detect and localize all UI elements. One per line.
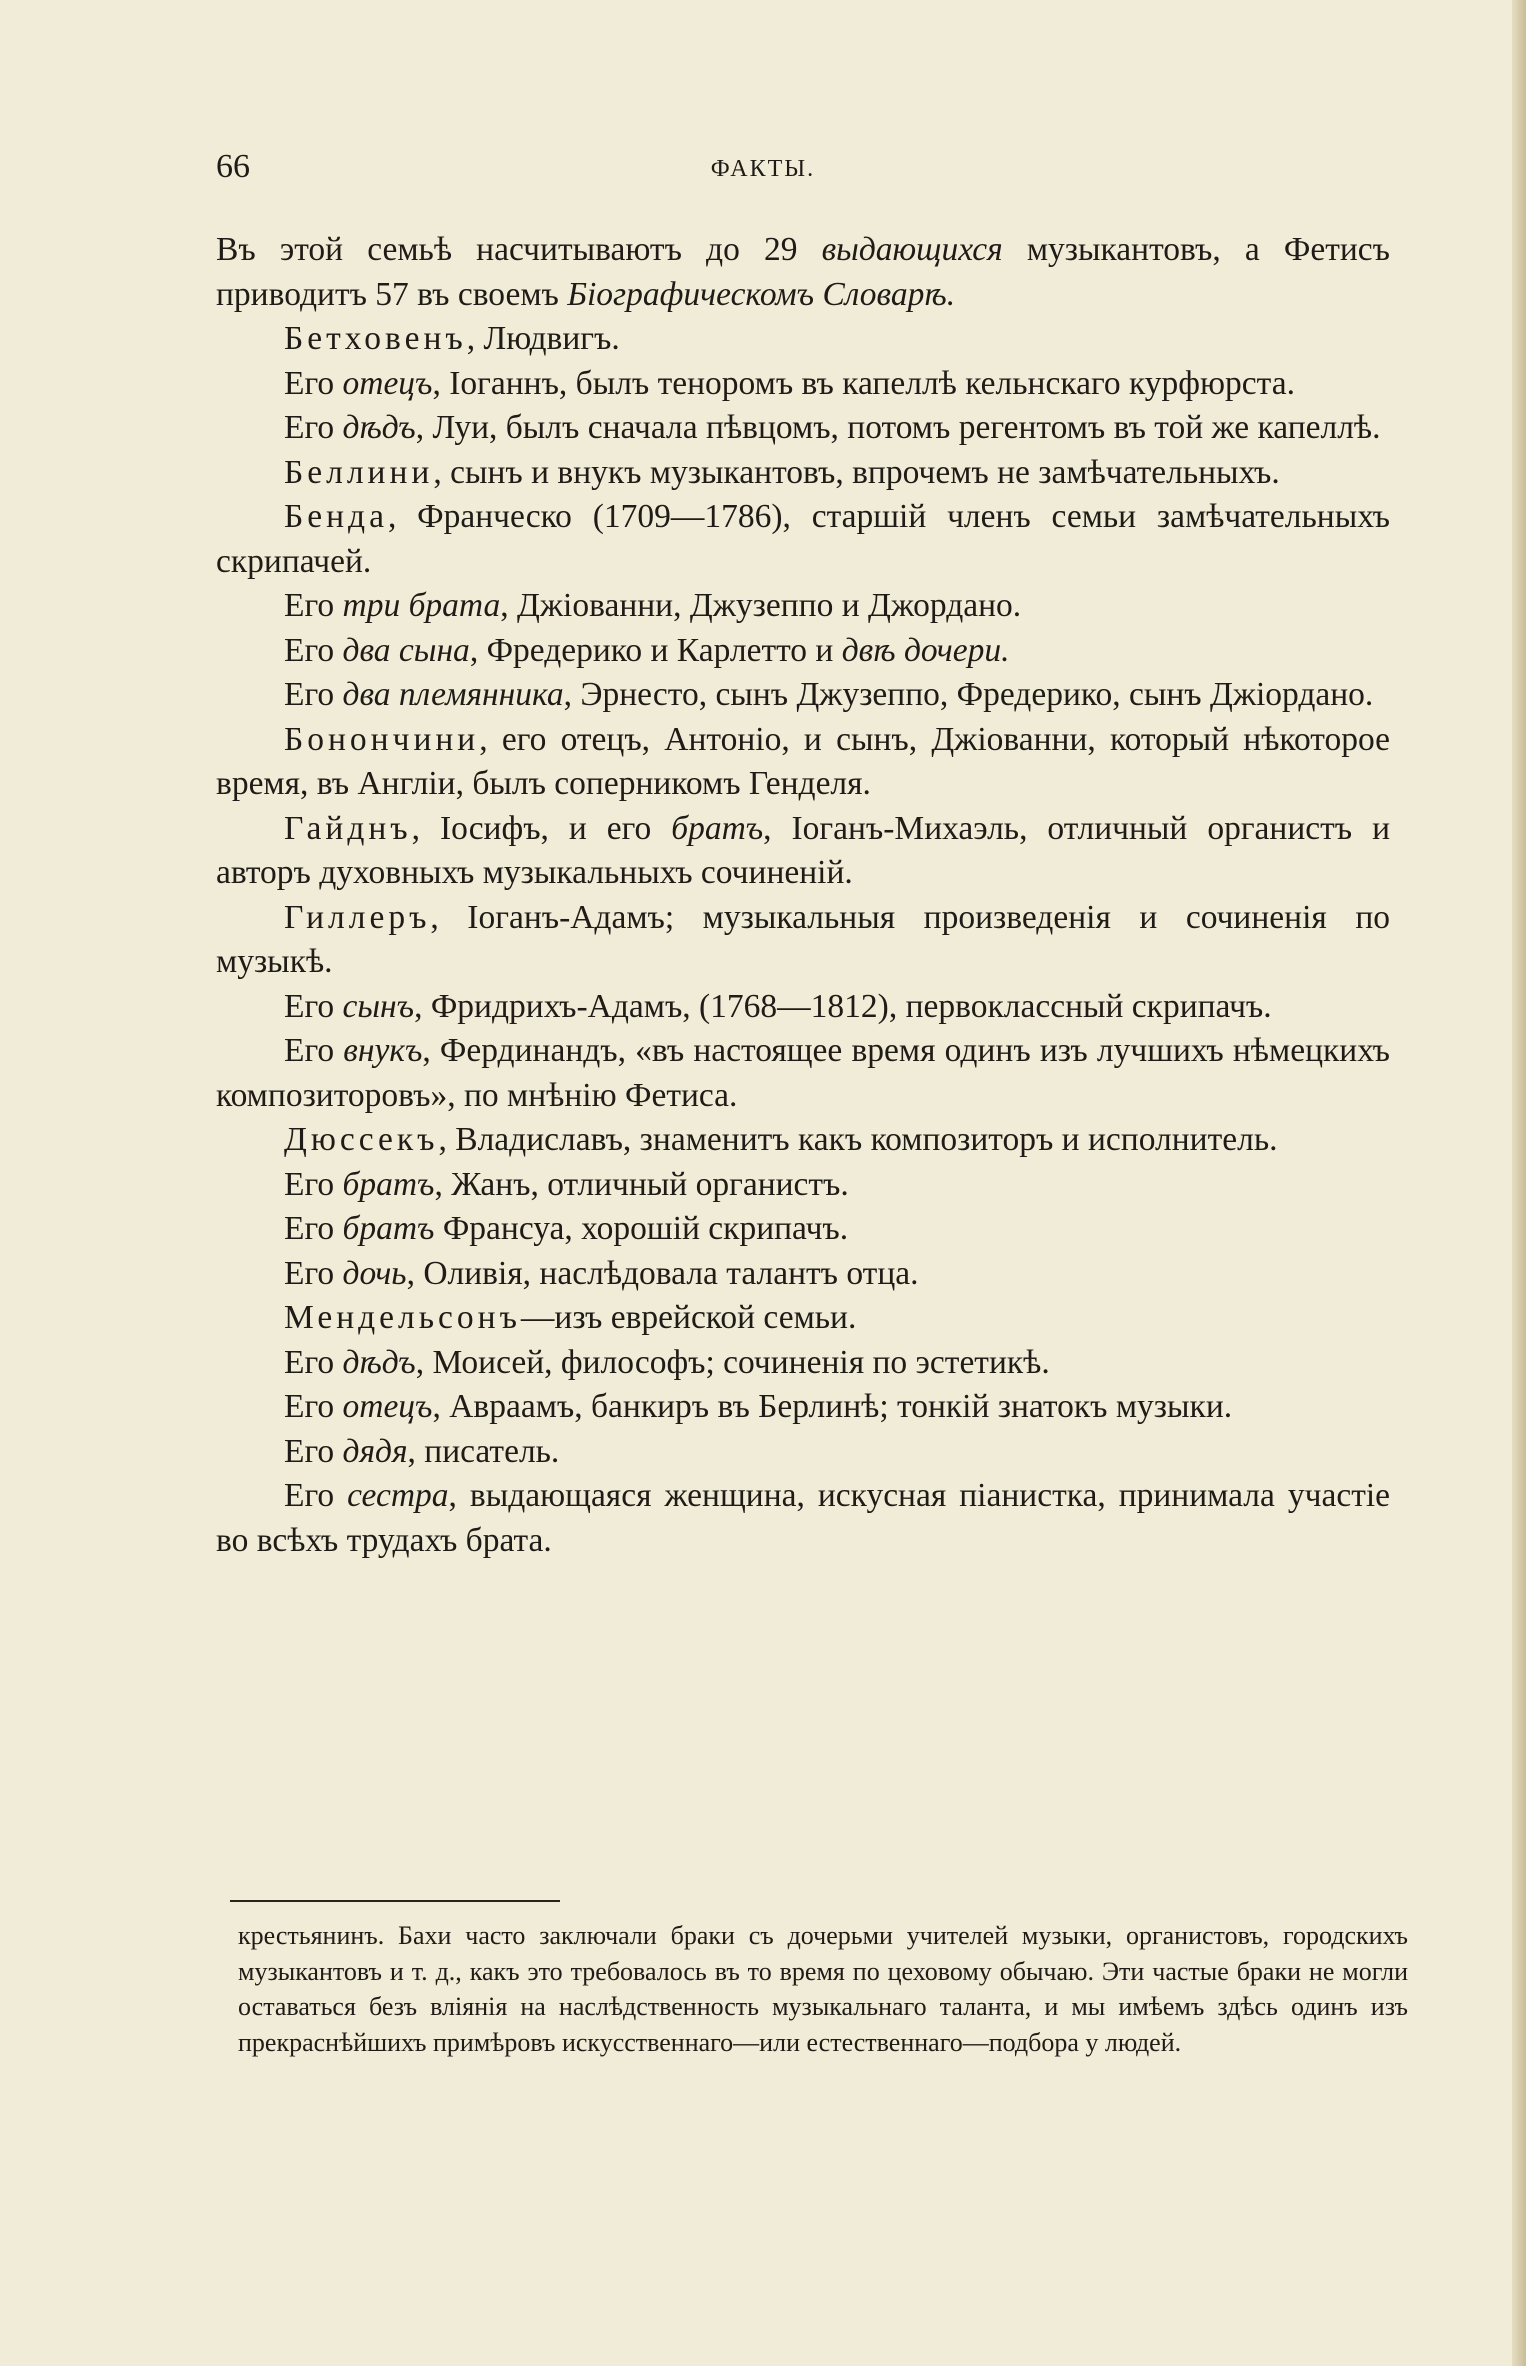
composer-name: Гайднъ bbox=[284, 809, 412, 847]
text-run: Его bbox=[284, 1477, 348, 1514]
text-run: Его bbox=[284, 409, 343, 446]
text-run: , Фердинандъ, «въ настоящее время одинъ изъ лучшихъ нѣмецкихъ композиторовъ», по мнѣнію Фетиса. bbox=[216, 1032, 1390, 1114]
text-run: , Моисей, философъ; сочиненія по эстетикѣ. bbox=[415, 1343, 1050, 1381]
composer-name: Бетховенъ bbox=[284, 320, 467, 357]
relation: братъ bbox=[342, 1165, 435, 1203]
text-run: Его bbox=[284, 587, 343, 624]
text-run: , Людвигъ. bbox=[466, 320, 620, 357]
entry-benda-children bbox=[216, 629, 1390, 674]
text-run: Его bbox=[284, 1343, 343, 1381]
entry-hiller bbox=[216, 896, 1390, 985]
text-run: , Владиславъ, знаменитъ какъ композиторъ и исполнитель. bbox=[438, 1121, 1278, 1158]
entry-dussek bbox=[216, 1118, 1390, 1163]
text-run: Его bbox=[284, 364, 343, 402]
text-run: , Джіованни, Джузеппо и Джордано. bbox=[500, 587, 1022, 624]
text-run: Его bbox=[284, 1032, 344, 1069]
relation: двѣ дочери. bbox=[841, 631, 1010, 669]
text-run: , выдающаяся женщина, искусная піанистка, принимала участіе во всѣхъ трудахъ брата. bbox=[216, 1477, 1391, 1559]
entry-benda bbox=[216, 495, 1390, 584]
text-run: Его bbox=[284, 987, 343, 1025]
relation: дѣдъ bbox=[342, 1343, 416, 1381]
text-run: —изъ еврейской семьи. bbox=[520, 1299, 857, 1336]
relation: три брата bbox=[342, 587, 501, 624]
text-run: Его bbox=[284, 1254, 343, 1292]
text-run: , Фредерико и Карлетто и bbox=[469, 631, 842, 669]
composer-name: Дюссекъ bbox=[284, 1121, 439, 1158]
entry-haydn bbox=[216, 807, 1390, 896]
entry-mendelssohn-sister bbox=[216, 1474, 1390, 1563]
relation: два сына bbox=[342, 631, 470, 669]
text-run: Его bbox=[284, 1432, 343, 1470]
entry-benda-brothers bbox=[216, 584, 1390, 629]
text-run: Его bbox=[284, 1165, 343, 1203]
relation: два племянника bbox=[342, 676, 564, 713]
composer-name: Беллини bbox=[284, 453, 434, 491]
text-run: , Іоганнъ, былъ теноромъ въ капеллѣ кельнскаго курфюрста. bbox=[432, 364, 1295, 402]
relation: братъ bbox=[342, 1210, 435, 1247]
entry-beethoven-father bbox=[216, 362, 1390, 407]
text-run: , его отецъ, Антоніо, и сынъ, Джіованни, который нѣкоторое время, въ Англіи, былъ соперникомъ Генделя. bbox=[216, 720, 1390, 802]
relation: братъ bbox=[671, 809, 764, 847]
text-run: , Іоганъ-Адамъ; музыкальныя произведенія и сочиненія по музыкѣ. bbox=[216, 898, 1390, 980]
text-run: Его bbox=[284, 676, 343, 713]
entry-mendelssohn-father bbox=[216, 1385, 1390, 1430]
entry-bononcini bbox=[216, 718, 1390, 807]
composer-name: Бонончини bbox=[284, 720, 480, 758]
text-run: , Франческо (1709—1786), старшій членъ семьи замѣчательныхъ скрипачей. bbox=[216, 498, 1390, 580]
relation: отецъ bbox=[342, 1388, 433, 1425]
relation: дѣдъ bbox=[342, 409, 416, 446]
entry-beethoven-grandfather bbox=[216, 406, 1390, 451]
footnote-rule bbox=[230, 1900, 560, 1902]
entry-mendelssohn-uncle bbox=[216, 1430, 1390, 1475]
italic-run: Біографическомъ Словарѣ. bbox=[567, 275, 956, 313]
text-run: Въ этой семьѣ насчитываютъ до 29 bbox=[216, 231, 822, 268]
entry-beethoven bbox=[216, 317, 1390, 362]
relation: отецъ bbox=[342, 364, 433, 402]
entry-mendelssohn bbox=[216, 1296, 1390, 1341]
text-run: Его bbox=[284, 1388, 343, 1425]
footnote: крестьянинъ. Бахи часто заключали браки съ дочерьми учителей музыки, органистовъ, городскихъ музыкантовъ и т. д., какъ это требовалось въ то время по цеховому обычаю. Эти частые браки не могли оставаться безъ вліянія на наслѣдственность музыкальнаго таланта, и мы имѣемъ здѣсь одинъ изъ прекраснѣйшихъ примѣровъ искусственнаго—или естественнаго—подбора у людей. bbox=[238, 1921, 1408, 2057]
text-run: , Іоганъ-Михаэль, отличный органистъ и авторъ духовныхъ музыкальныхъ сочиненій. bbox=[216, 809, 1390, 891]
text-run: , Оливія, наслѣдовала талантъ отца. bbox=[406, 1254, 919, 1292]
text-run: , Фридрихъ-Адамъ, (1768—1812), первоклассный скрипачъ. bbox=[414, 987, 1272, 1025]
text-run: , Авраамъ, банкиръ въ Берлинѣ; тонкій знатокъ музыки. bbox=[432, 1388, 1233, 1425]
italic-run: выдающихся bbox=[821, 231, 1003, 268]
text-run: Франсуа, хорошій скрипачъ. bbox=[434, 1210, 849, 1247]
relation: внукъ bbox=[343, 1032, 423, 1069]
text-run: музыкантовъ, а Фетисъ приводитъ 57 въ своемъ bbox=[216, 231, 1390, 313]
relation: дочь bbox=[342, 1254, 407, 1292]
entry-dussek-brother-jean bbox=[216, 1163, 1390, 1208]
text-run: , Жанъ, отличный органистъ. bbox=[434, 1165, 849, 1203]
body-text bbox=[216, 228, 1390, 1563]
text-run: , Луи, былъ сначала пѣвцомъ, потомъ регентомъ въ той же капеллѣ. bbox=[415, 409, 1381, 446]
composer-name: Бенда bbox=[284, 498, 388, 535]
text-run: , Эрнесто, сынъ Джузеппо, Фредерико, сынъ Джіордано. bbox=[563, 676, 1374, 713]
paragraph-intro bbox=[216, 228, 1390, 317]
page-number: 66 bbox=[216, 148, 250, 185]
composer-name: Гиллеръ bbox=[284, 898, 431, 936]
entry-dussek-daughter bbox=[216, 1252, 1390, 1297]
text-run: Его bbox=[284, 631, 343, 669]
entry-hiller-grandson bbox=[216, 1029, 1390, 1118]
entry-hiller-son bbox=[216, 985, 1390, 1030]
text-run: Его bbox=[284, 1210, 343, 1247]
entry-bellini bbox=[216, 451, 1390, 496]
text-run: , Іосифъ, и его bbox=[411, 809, 672, 847]
entry-mendelssohn-grandfather bbox=[216, 1341, 1390, 1386]
relation: сестра bbox=[347, 1477, 449, 1514]
text-run: , писатель. bbox=[407, 1432, 560, 1470]
relation: сынъ bbox=[342, 987, 415, 1025]
relation: дядя bbox=[342, 1432, 408, 1470]
entry-dussek-brother-francois bbox=[216, 1207, 1390, 1252]
running-head: ФАКТЫ. bbox=[710, 156, 816, 182]
page-edge-shadow bbox=[1512, 0, 1526, 2366]
composer-name: Мендельсонъ bbox=[284, 1299, 521, 1336]
entry-benda-nephews bbox=[216, 673, 1390, 718]
text-run: , сынъ и внукъ музыкантовъ, впрочемъ не замѣчательныхъ. bbox=[433, 453, 1280, 491]
